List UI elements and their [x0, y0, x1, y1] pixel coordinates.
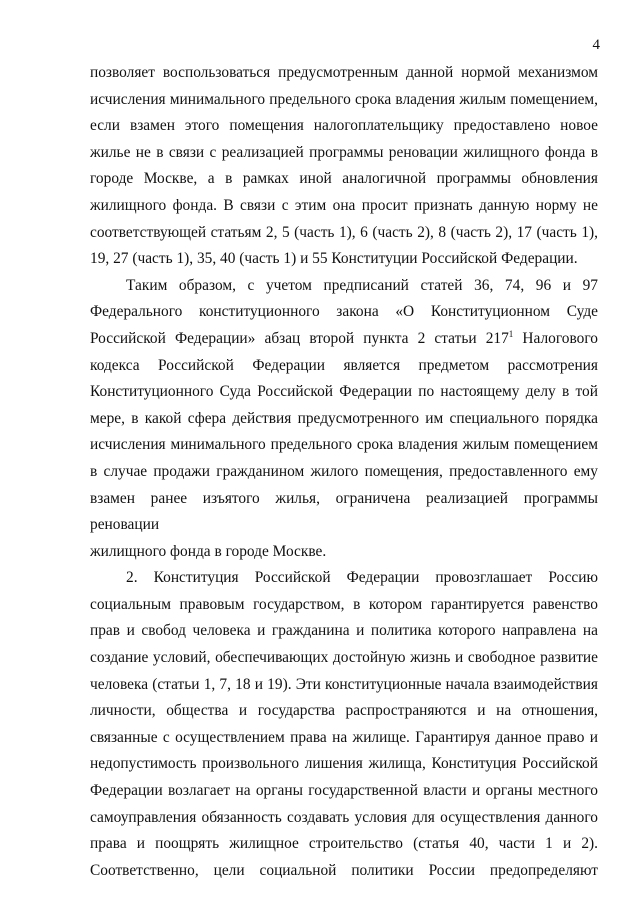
text-line: взамен ранее изъятого жилья, ограничена реализацией программы реновации — [90, 489, 598, 534]
text-line: мере, в какой сфера действия предусмотренного им специального порядка — [90, 409, 598, 427]
text-line: Федерации возлагает на органы государственной власти и органы местного — [90, 782, 598, 800]
text-line: жилищного фонда. В связи с этим она просит признать данную норму не — [90, 196, 598, 214]
text-line: исчисления минимального предельного срока владения жилым помещением — [90, 436, 598, 454]
paragraph — [90, 60, 598, 273]
text-line: городе Москве, а в рамках иной аналогичной программы обновления — [90, 170, 598, 188]
text-line: социальным правовым государством, в котором гарантируется равенство — [90, 595, 598, 613]
paragraph — [90, 273, 598, 566]
text-line: в случае продажи гражданином жилого помещения, предоставленного ему — [90, 462, 598, 480]
document-body — [90, 60, 598, 884]
paragraph — [90, 565, 598, 884]
text-line: жилищного фонда в городе Москве. — [90, 542, 327, 560]
text-line: права и поощрять жилищное строительство (статья 40, части 1 и 2). — [90, 835, 598, 853]
text-line: связанные с осуществлением права на жилище. Гарантируя данное право и — [90, 728, 598, 746]
text-fragment: Российской Федерации» абзац второй пункта 2 статьи 217 — [90, 329, 509, 347]
text-line: соответствующей статьям 2, 5 (часть 1), 6 (часть 2), 8 (часть 2), 17 (часть 1), — [90, 223, 598, 241]
text-line: исчисления минимального предельного срока владения жилым помещением, — [90, 90, 598, 108]
page-number: 4 — [592, 37, 600, 53]
text-line: Конституционного Суда Российской Федерации по настоящему делу в той — [90, 383, 598, 401]
text-line: если взамен этого помещения налогоплательщику предоставлено новое — [90, 117, 598, 135]
text-line: 2. Конституция Российской Федерации провозглашает Россию — [126, 569, 598, 587]
text-line: создание условий, обеспечивающих достойную жизнь и свободное развитие — [90, 649, 598, 667]
text-line: самоуправления обязанность создавать условия для осуществления данного — [90, 808, 598, 826]
text-line: Таким образом, с учетом предписаний статей 36, 74, 96 и 97 — [126, 276, 598, 294]
text-line — [90, 326, 598, 353]
text-line: кодекса Российской Федерации является предметом рассмотрения — [90, 356, 598, 374]
text-line: личности, общества и государства распространяются и на отношения, — [90, 702, 598, 720]
text-line: Соответственно, цели социальной политики России предопределяют — [90, 861, 598, 879]
text-line: 19, 27 (часть 1), 35, 40 (часть 1) и 55 Конституции Российской Федерации. — [90, 250, 578, 268]
text-line: человека (статьи 1, 7, 18 и 19). Эти конституционные начала взаимодействия — [90, 675, 598, 693]
superscript: 1 — [508, 328, 514, 339]
text-line: недопустимость произвольного лишения жилища, Конституция Российской — [90, 755, 598, 773]
text-line: Федерального конституционного закона «О Конституционном Суде — [90, 303, 598, 321]
text-line: прав и свобод человека и гражданина и политика которого направлена на — [90, 622, 598, 640]
text-line: позволяет воспользоваться предусмотренным данной нормой механизмом — [90, 64, 598, 81]
text-fragment: Налогового — [513, 329, 598, 347]
text-line: жилье не в связи с реализацией программы реновации жилищного фонда в — [90, 143, 598, 161]
